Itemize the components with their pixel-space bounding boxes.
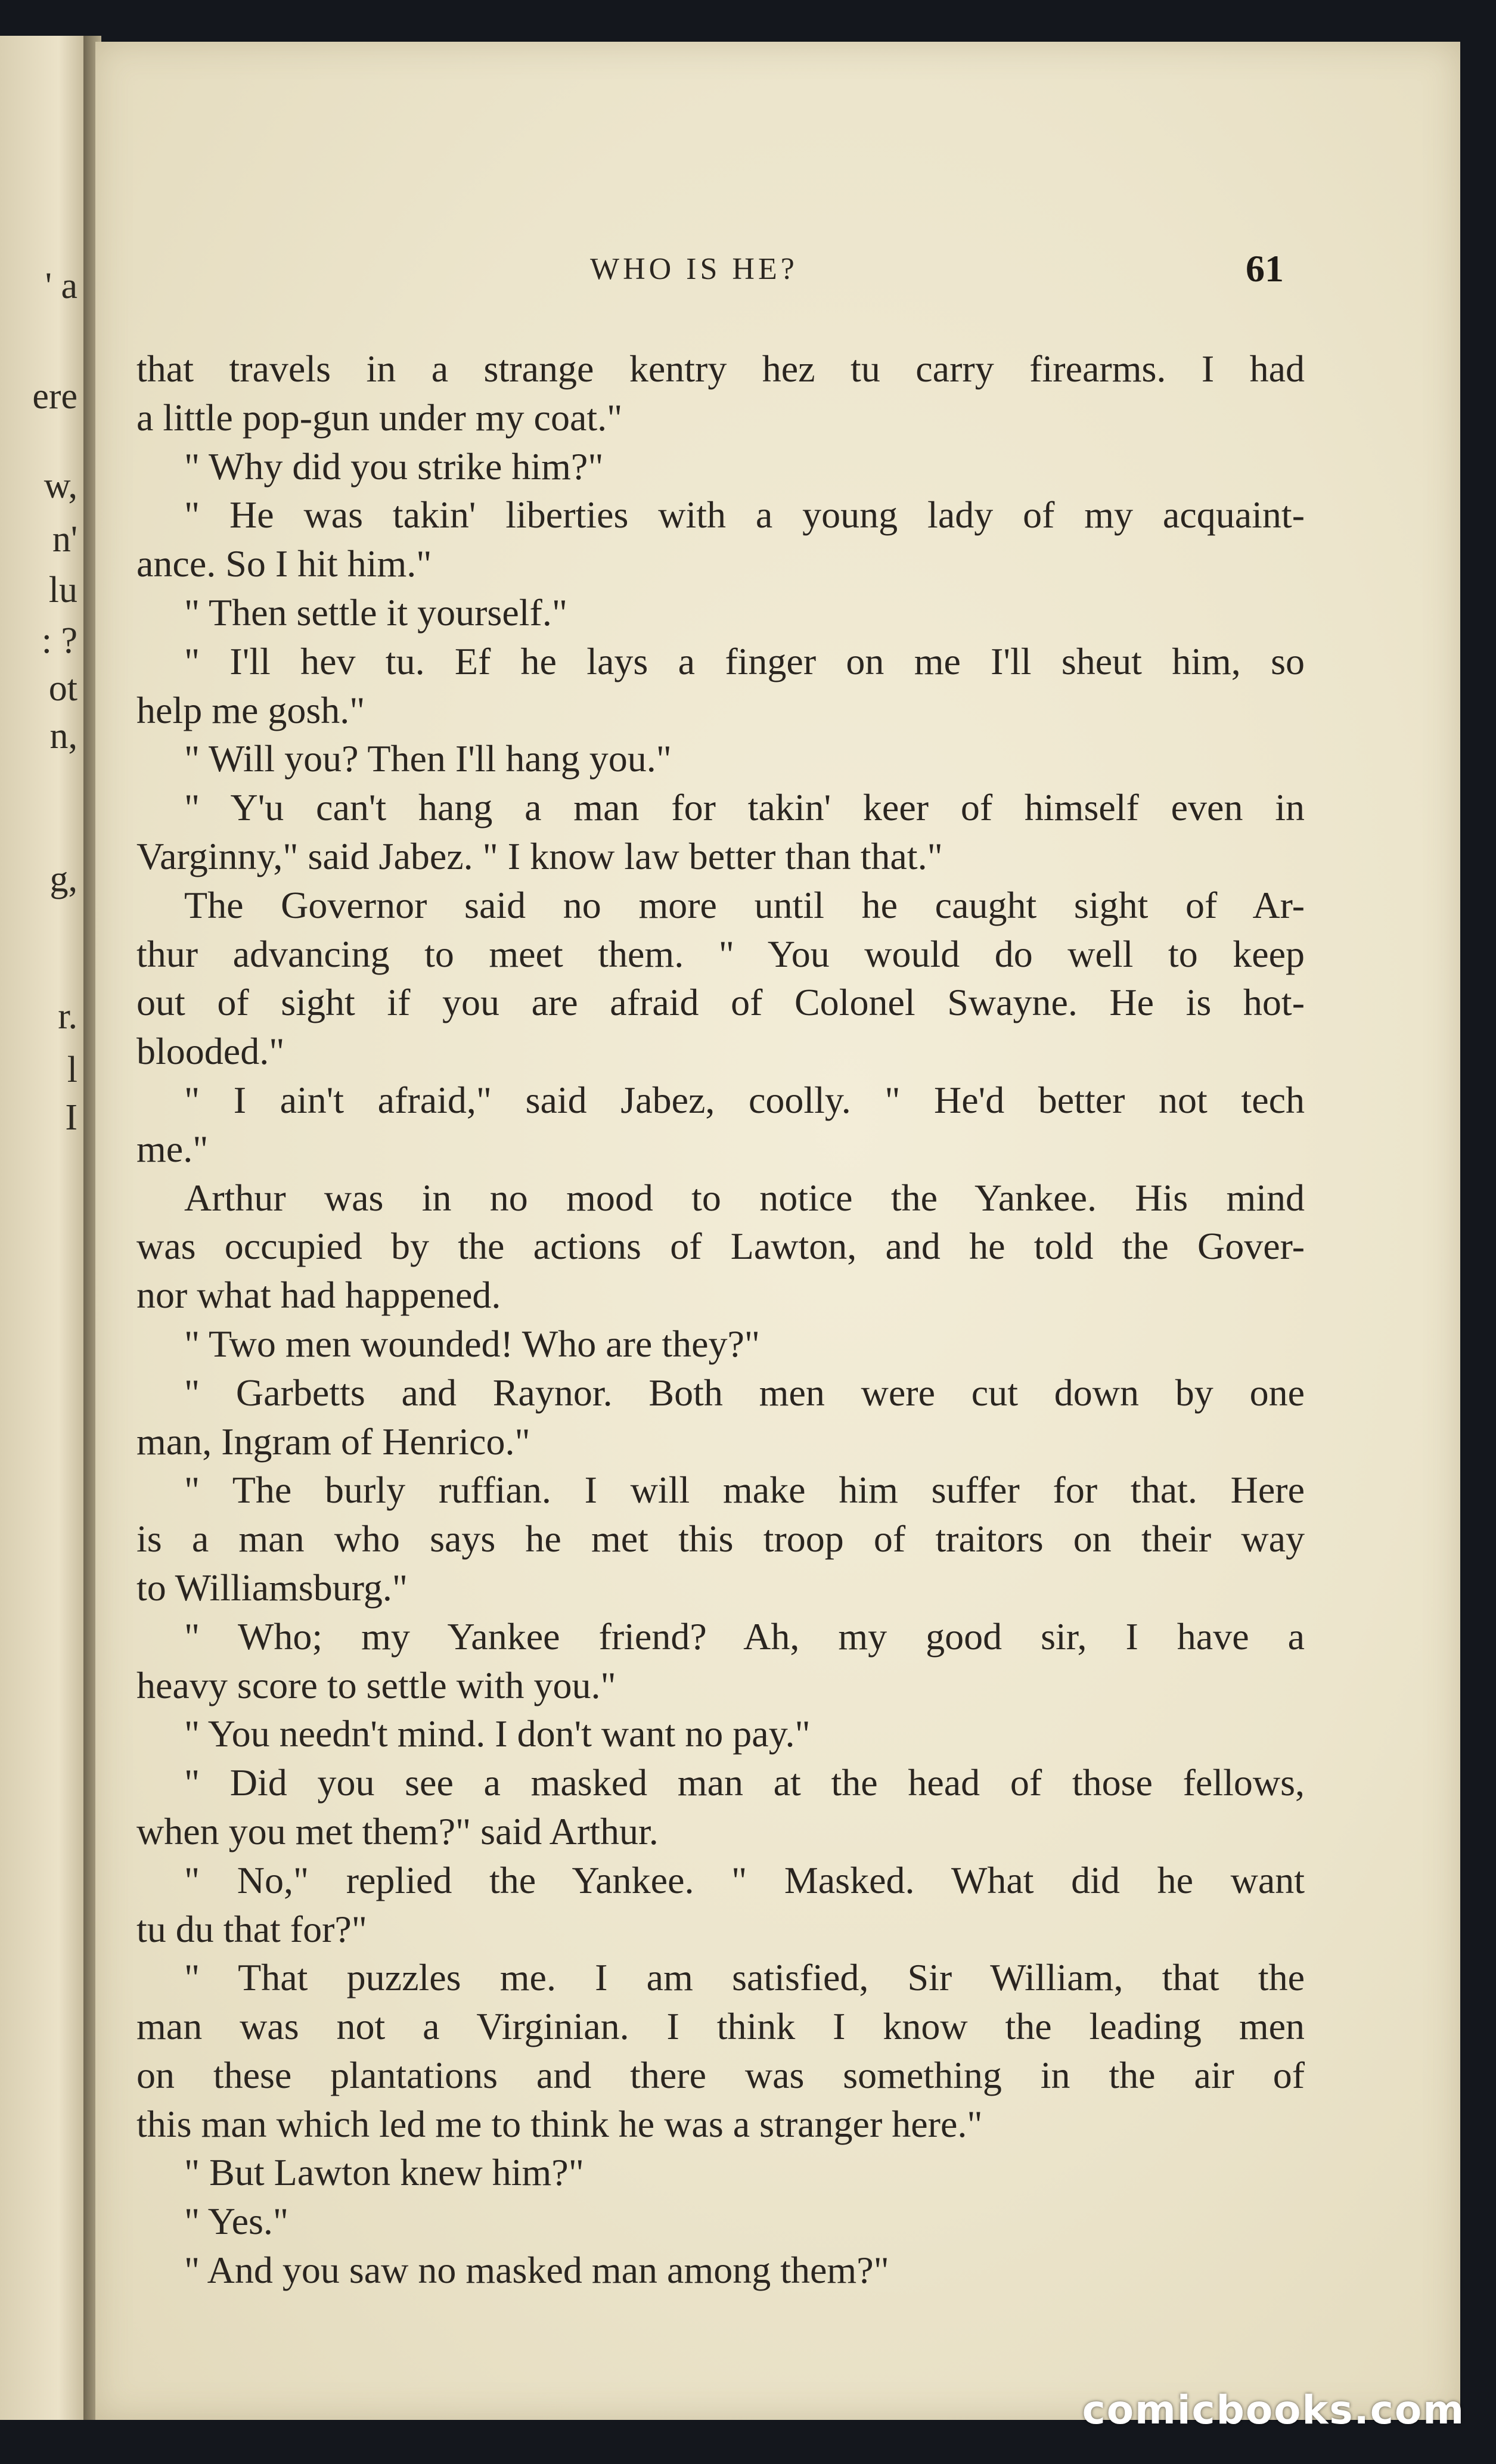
text-line: " Y'u can't hang a man for takin' keer of himself even in xyxy=(184,786,1305,829)
page-number: 61 xyxy=(1246,247,1284,290)
edge-fragment: g, xyxy=(49,859,77,899)
book-page xyxy=(95,42,1460,2420)
site-watermark: comicbooks.com xyxy=(1082,2387,1465,2433)
text-line: blooded." xyxy=(136,1030,285,1073)
edge-fragment: l xyxy=(67,1050,77,1090)
text-line: to Williamsburg." xyxy=(136,1566,408,1609)
text-line: out of sight if you are afraid of Colonel Swayne. He is hot- xyxy=(136,981,1305,1024)
text-line: " Garbetts and Raynor. Both men were cut down by one xyxy=(184,1371,1305,1414)
text-line: that travels in a strange kentry hez tu carry firearms. I had xyxy=(136,347,1305,390)
text-line: tu du that for?" xyxy=(136,1907,367,1950)
text-line: nor what had happened. xyxy=(136,1274,501,1317)
edge-fragment: r. xyxy=(58,996,77,1037)
text-line: The Governor said no more until he caught sight of Ar- xyxy=(184,883,1305,926)
text-line: " That puzzles me. I am satisfied, Sir William, that the xyxy=(184,1956,1305,1999)
facing-page-edge xyxy=(0,36,87,2420)
text-line: " Yes." xyxy=(184,2200,288,2243)
text-line: man, Ingram of Henrico." xyxy=(136,1420,530,1463)
text-line: " Why did you strike him?" xyxy=(184,445,604,488)
edge-fragment: w, xyxy=(44,466,77,506)
text-line: " You needn't mind. I don't want no pay." xyxy=(184,1712,811,1755)
text-line: is a man who says he met this troop of traitors on their way xyxy=(136,1517,1305,1560)
running-head-title: WHO IS HE? xyxy=(590,252,798,286)
text-line: " Two men wounded! Who are they?" xyxy=(184,1322,761,1365)
text-line: a little pop-gun under my coat." xyxy=(136,396,623,439)
text-line: " I'll hev tu. Ef he lays a finger on me I'll sheut him, so xyxy=(184,640,1305,682)
text-line: man was not a Virginian. I think I know the leading men xyxy=(136,2005,1305,2048)
edge-fragment: ere xyxy=(32,376,77,417)
text-line: " No," replied the Yankee. " Masked. What did he want xyxy=(184,1858,1305,1901)
edge-fragment: : ? xyxy=(41,620,77,661)
text-line: me." xyxy=(136,1127,209,1170)
edge-fragment: I xyxy=(65,1097,77,1138)
text-line: on these plantations and there was something in the air of xyxy=(136,2053,1305,2096)
text-line: " Then settle it yourself." xyxy=(184,591,567,634)
edge-fragment: lu xyxy=(48,570,77,610)
text-line: was occupied by the actions of Lawton, and he told the Gover- xyxy=(136,1225,1305,1268)
text-line: this man which led me to think he was a stranger here." xyxy=(136,2102,983,2145)
text-line: " Did you see a masked man at the head of those fellows, xyxy=(184,1761,1305,1804)
edge-fragment: n, xyxy=(49,716,77,756)
text-line: thur advancing to meet them. " You would do well to keep xyxy=(136,932,1305,975)
text-line: Arthur was in no mood to notice the Yankee. His mind xyxy=(184,1176,1305,1219)
text-line: " And you saw no masked man among them?" xyxy=(184,2249,889,2292)
text-line: " Who; my Yankee friend? Ah, my good sir, I have a xyxy=(184,1615,1305,1658)
text-line: help me gosh." xyxy=(136,688,365,731)
text-line: when you met them?" said Arthur. xyxy=(136,1810,659,1852)
edge-fragment: ' a xyxy=(45,266,77,306)
page-body-text xyxy=(136,345,1305,2295)
text-line: " The burly ruffian. I will make him suffer for that. Here xyxy=(184,1469,1305,1512)
edge-fragment: n' xyxy=(52,519,77,560)
text-line: " I ain't afraid," said Jabez, coolly. " He'd better not tech xyxy=(184,1078,1305,1121)
text-line: Varginny," said Jabez. " I know law better than that." xyxy=(136,834,943,877)
edge-fragment: ot xyxy=(48,668,77,709)
text-line: " But Lawton knew him?" xyxy=(184,2151,584,2194)
text-line: " Will you? Then I'll hang you." xyxy=(184,737,672,780)
text-line: heavy score to settle with you." xyxy=(136,1664,616,1706)
text-line: " He was takin' liberties with a young lady of my acquaint- xyxy=(184,494,1305,536)
text-line: ance. So I hit him." xyxy=(136,542,432,585)
